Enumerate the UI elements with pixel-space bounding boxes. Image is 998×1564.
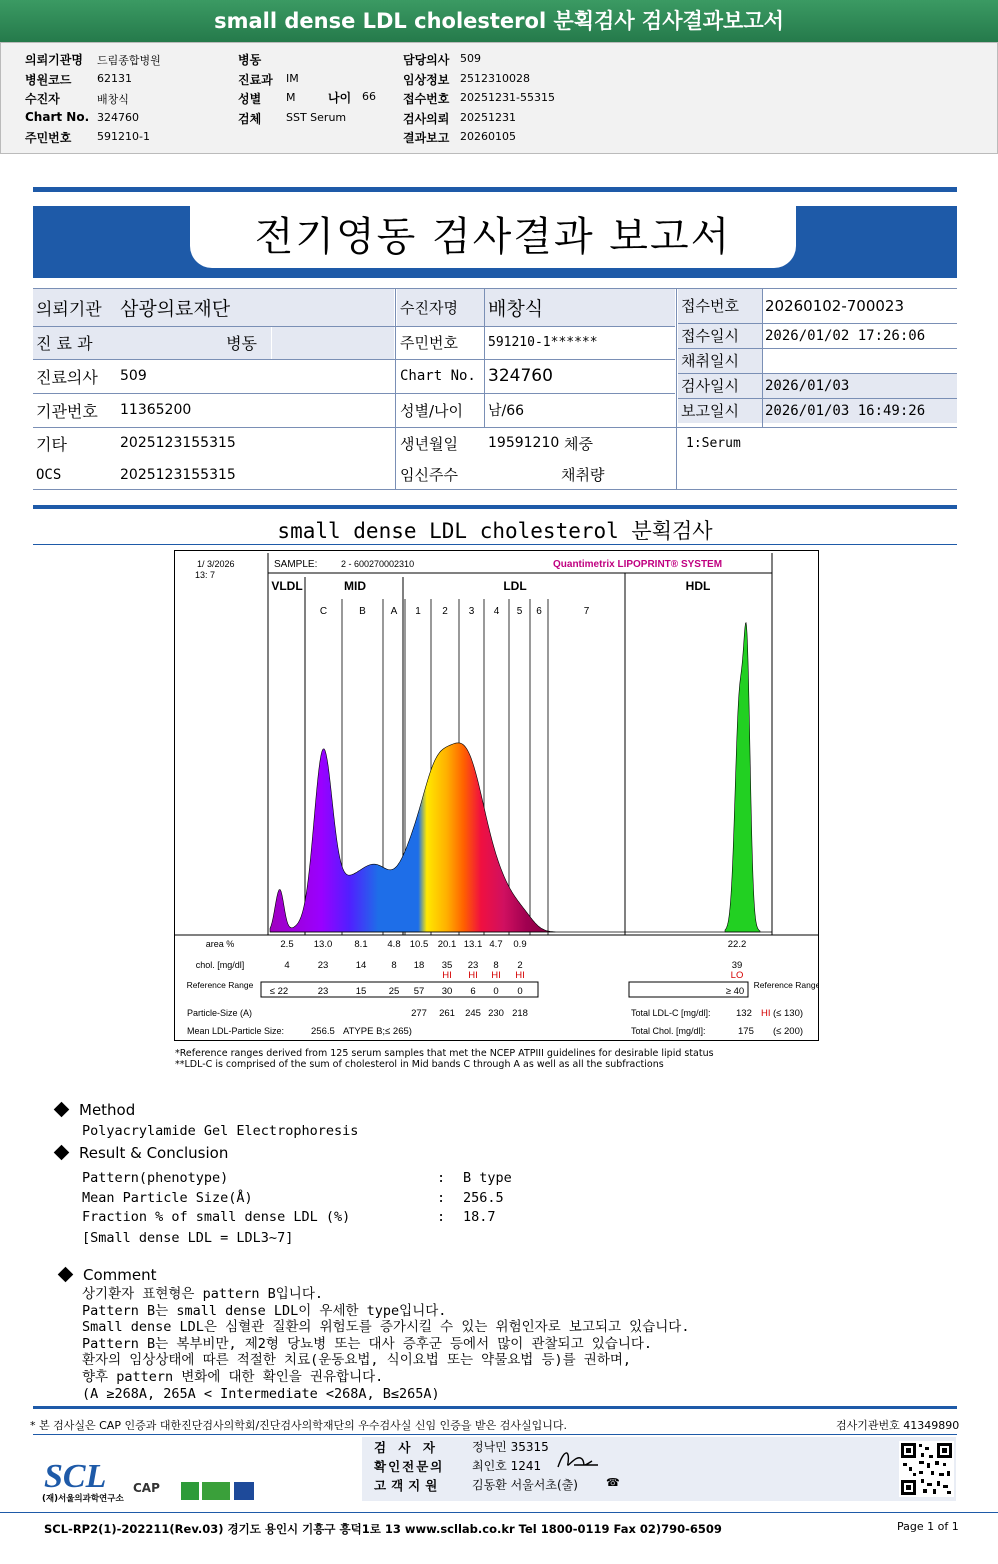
total-chol-ref: (≤ 200): [773, 1026, 804, 1037]
info-label: 병원코드: [25, 72, 72, 87]
info-label: Chart No.: [25, 109, 90, 124]
method-heading: [56, 1101, 135, 1119]
dob-label: 생년월일: [400, 434, 458, 453]
comment-line: Pattern B는 복부비만, 제2형 당뇨병 또는 대사 증후군 등에서 많이 관찰되고 있습니다.: [82, 1335, 653, 1352]
sex-age-label: 성별/나이: [400, 401, 464, 420]
divider: [33, 1434, 957, 1435]
recv-no-label: 접수번호: [678, 288, 762, 323]
specimen-value: 1:Serum: [686, 435, 741, 451]
recv-no-value: 20260102-700023: [765, 296, 905, 315]
comment-heading: [60, 1266, 157, 1284]
colon: :: [437, 1189, 446, 1206]
recv-date-value: 2026/01/02 17:26:06: [765, 327, 926, 344]
info-value: 324760: [97, 110, 139, 124]
group-label: LDL: [503, 579, 527, 593]
total-ldl-label: Total LDL-C [mg/dl]:: [631, 1008, 711, 1018]
area-value: 8.1: [354, 939, 368, 950]
band-label: 6: [536, 606, 542, 617]
sex-age-value: 남/66: [488, 403, 525, 419]
confirm-value: 최인호 1241: [472, 1459, 542, 1473]
dob-value: 19591210: [488, 435, 560, 451]
band-label: 3: [468, 606, 475, 617]
chol-flag: HI: [491, 970, 501, 981]
info-label: 검체: [238, 111, 262, 126]
group-label: VLDL: [271, 579, 303, 593]
chol-value: 8: [391, 960, 397, 971]
patient-info-table: [33, 288, 957, 490]
method-title: Method: [79, 1101, 136, 1119]
particle-size-value: 230: [488, 1008, 504, 1019]
ref-value: 23: [317, 986, 329, 997]
chart-no-value: 324760: [488, 366, 553, 386]
pregnancy-label: 임신주수: [400, 466, 458, 484]
examiner-value: 정낙민 35315: [472, 1440, 549, 1454]
divider: [0, 1512, 998, 1513]
grid-line: [33, 326, 675, 327]
divider: [33, 1406, 957, 1409]
ref-value: 0: [517, 986, 523, 997]
info-label: 검사의뢰: [403, 111, 450, 126]
rrn-label: 주민번호: [400, 334, 458, 352]
ref-value: 57: [413, 986, 425, 997]
footnote-2: **LDL-C is comprised of the sum of cholesterol in Mid bands C through A as well as all the subfractions: [175, 1059, 664, 1070]
group-label: HDL: [685, 579, 711, 593]
result-value: 256.5: [463, 1189, 504, 1206]
band-label: B: [359, 606, 366, 617]
chol-value: 14: [355, 960, 367, 971]
grid-line: [395, 288, 396, 490]
info-value: 20251231: [460, 110, 516, 124]
info-label: 임상정보: [403, 72, 450, 87]
grid-line: [678, 373, 957, 374]
chol-value: 35: [441, 960, 453, 971]
chart-date: 1/ 3/2026: [197, 559, 235, 569]
grid-line: [676, 288, 677, 490]
sample-label: SAMPLE:: [274, 559, 318, 570]
area-value: 0.9: [513, 939, 527, 950]
total-chol-value: 175: [738, 1026, 754, 1037]
info-value: M: [286, 91, 296, 104]
ref-value: 0: [493, 986, 499, 997]
electrophoresis-chart-svg: [175, 551, 818, 1040]
signature-image: [554, 1445, 600, 1473]
cap-logo: CAP: [133, 1481, 160, 1495]
support-value: 김동환 서울서초(출): [472, 1478, 578, 1492]
inst-no-label: 기관번호: [36, 401, 98, 421]
patient-label: 수진자명: [397, 288, 485, 326]
info-value: 20260105: [460, 130, 516, 143]
particle-size-value: 245: [465, 1008, 481, 1019]
ref-value: 30: [441, 986, 453, 997]
comment-text: [82, 1286, 842, 1402]
colon: :: [437, 1170, 446, 1186]
doctor-label: 진료의사: [36, 367, 98, 387]
comment-line: (A ≥268A, 265A < Intermediate <268A, B≤265A): [82, 1385, 440, 1402]
grid-line: [33, 489, 957, 490]
colon: :: [437, 1209, 446, 1225]
grid-line: [33, 427, 957, 428]
top-info-panel: [0, 42, 998, 154]
ref-value: 15: [355, 986, 367, 997]
accreditation-logo-2: [202, 1482, 230, 1500]
support-label: 고객지원: [374, 1478, 443, 1493]
hdl-ref-value: ≥ 40: [725, 986, 745, 997]
test-date-label: 검사일시: [678, 373, 762, 398]
info-value: 드림종합병원: [97, 54, 161, 67]
info-label: 접수번호: [403, 92, 450, 106]
band-label: C: [319, 606, 328, 617]
diamond-bullet-icon: [58, 1267, 74, 1283]
total-ldl-ref: (≤ 130): [773, 1008, 804, 1019]
info-value: 2512310028: [460, 71, 530, 85]
patient-value: 배창식: [485, 288, 675, 326]
band-label: 1: [415, 606, 421, 617]
etc-value: 2025123155315: [120, 435, 236, 451]
weight-label: 체중: [564, 434, 593, 453]
certification-note: * 본 검사실은 CAP 인증과 대한진단검사의학회/진단검사의학재단의 우수검사실 신임 인증을 받은 검사실입니다.: [30, 1419, 568, 1432]
info-label: 결과보고: [403, 131, 450, 145]
collect-date-value: [762, 348, 957, 373]
divider: [33, 544, 957, 545]
institution-label: 의뢰기관: [33, 288, 117, 326]
info-label: 담당의사: [403, 53, 450, 67]
institution-value: 삼광의료재단: [117, 288, 394, 326]
chol-value: 2: [517, 960, 523, 971]
total-ldl-flag: HI: [761, 1008, 771, 1019]
ref-value: 6: [470, 986, 476, 997]
recv-date-label: 접수일시: [678, 323, 762, 348]
comment-line: Small dense LDL은 심혈관 질환의 위험도를 증가시킬 수 있는 위험인자로 보고되고 있습니다.: [82, 1319, 690, 1336]
total-chol-label: Total Chol. [mg/dl]:: [631, 1026, 706, 1036]
lab-number: 검사기관번호 41349890: [836, 1419, 960, 1432]
dept-value: 병동: [117, 326, 271, 359]
info-label: 병동: [238, 53, 262, 67]
page-number: Page 1 of 1: [897, 1520, 959, 1533]
hdl-chol-value: 39: [731, 960, 743, 971]
dept-label: 진 료 과: [33, 326, 117, 359]
info-value: SST Serum: [286, 110, 347, 124]
scl-logo: SCL: [44, 1458, 107, 1495]
grid-line: [762, 288, 763, 427]
accreditation-logo-1: [181, 1482, 199, 1500]
grid-line: [33, 288, 957, 289]
ocs-value: 2025123155315: [120, 466, 236, 483]
row-label-ref: Reference Range: [186, 980, 254, 990]
row-label-area: area %: [205, 939, 235, 949]
qr-code-image: [899, 1441, 954, 1497]
info-value: 591210-1: [97, 130, 150, 143]
ref-prefix: ≤ 22: [269, 986, 289, 997]
total-ldl-value: 132: [736, 1008, 752, 1019]
band-label: 2: [442, 606, 448, 617]
area-value: 13.0: [313, 939, 333, 950]
accreditation-logo-3: [234, 1482, 254, 1500]
info-value: 509: [460, 52, 481, 65]
hdl-peak: [725, 623, 760, 932]
comment-line: 상기환자 표현형은 pattern B입니다.: [82, 1286, 323, 1302]
divider: [33, 187, 957, 192]
grid-line: [678, 348, 957, 349]
result-value: 18.7: [463, 1209, 496, 1225]
section-title: small dense LDL cholesterol 분획검사: [277, 519, 713, 543]
hdl-area-value: 22.2: [727, 939, 747, 950]
result-label: Mean Particle Size(Å): [82, 1189, 253, 1206]
comment-title: Comment: [83, 1266, 157, 1284]
sample-value: 2 - 600270002310: [341, 559, 415, 569]
result-value: B type: [463, 1170, 512, 1186]
area-value: 4.7: [489, 939, 503, 950]
hdl-chol-flag: LO: [730, 970, 744, 981]
info-label: 성별: [238, 92, 262, 106]
info-value: IM: [286, 71, 299, 85]
mean-ldl-value: 256.5: [311, 1026, 335, 1037]
row-label-chol: chol. [mg/dl]: [195, 960, 245, 970]
info-label: 진료과: [238, 72, 273, 87]
chol-value: 4: [284, 960, 290, 971]
grid-line: [33, 359, 675, 360]
chol-value: 23: [467, 960, 479, 971]
particle-size-value: 261: [439, 1008, 455, 1019]
lipoprotein-curve: [270, 743, 555, 932]
row-label-mean: Mean LDL-Particle Size:: [187, 1026, 285, 1036]
grid-line: [678, 323, 957, 324]
comment-line: 환자의 임상상태에 따른 적절한 치료(운동요법, 식이요법 또는 약물요법 등)를 권하며,: [82, 1352, 632, 1369]
result-note: [Small dense LDL = LDL3~7]: [82, 1230, 294, 1246]
grid-line: [678, 398, 957, 399]
chol-value: 23: [317, 960, 329, 971]
collect-date-label: 채취일시: [678, 348, 762, 373]
area-value: 13.1: [463, 939, 483, 950]
result-row: [82, 1170, 582, 1186]
band-label: A: [390, 606, 398, 617]
area-value: 10.5: [409, 939, 429, 950]
dept-extra: [272, 326, 394, 359]
result-heading: [56, 1144, 228, 1162]
volume-label: 채취량: [561, 466, 605, 484]
area-value: 2.5: [280, 939, 294, 950]
area-value: 4.8: [387, 939, 401, 950]
info-label: 수진자: [25, 92, 60, 106]
info-label: 의뢰기관명: [25, 53, 83, 67]
result-row: [82, 1190, 582, 1206]
result-title: Result & Conclusion: [79, 1144, 229, 1162]
test-date-value: 2026/01/03: [762, 373, 957, 398]
ref-value: 25: [388, 986, 400, 997]
method-text: Polyacrylamide Gel Electrophoresis: [82, 1123, 359, 1139]
report-banner-title: small dense LDL cholesterol 분획검사 검사결과보고서: [0, 0, 998, 42]
band-label: 4: [493, 606, 500, 617]
band-label: 5: [516, 606, 523, 617]
chart-time: 13: 7: [195, 570, 216, 580]
chol-value: 18: [413, 960, 425, 971]
lipoprint-chart: [174, 550, 819, 1041]
chol-value: 8: [493, 960, 499, 971]
grid-line: [33, 393, 675, 394]
info-value: 배창식: [97, 93, 129, 106]
info-label: 주민번호: [25, 131, 72, 145]
report-date-value: 2026/01/03 16:49:26: [762, 398, 957, 423]
result-label: Pattern(phenotype): [82, 1170, 229, 1186]
age-label: 나이: [328, 91, 352, 105]
confirm-label: 확인전문의: [374, 1459, 445, 1474]
group-label: MID: [344, 579, 366, 593]
area-value: 20.1: [437, 939, 457, 950]
mean-ldl-type: ATYPE B;≤ 265): [343, 1026, 412, 1037]
phone-icon: ☎: [606, 1476, 620, 1489]
chol-flag: HI: [442, 970, 452, 981]
report-date-label: 보고일시: [678, 398, 762, 423]
divider: [33, 505, 957, 509]
info-value: 62131: [97, 71, 132, 85]
diamond-bullet-icon: [54, 1102, 70, 1118]
comment-line: 향후 pattern 변화에 대한 확인을 권유합니다.: [82, 1368, 384, 1385]
chol-flag: HI: [515, 970, 525, 981]
rrn-value: 591210-1******: [488, 335, 598, 350]
particle-size-value: 277: [411, 1008, 427, 1019]
info-value: 20251231-55315: [460, 91, 555, 104]
doctor-value: 509: [120, 368, 147, 384]
age-value: 66: [362, 90, 376, 103]
ref-range-right-label: Reference Range: [753, 980, 818, 990]
band-label: 7: [583, 606, 590, 617]
report-title: 전기영동 검사결과 보고서: [190, 206, 796, 268]
chart-no-label: Chart No.: [400, 368, 476, 384]
address-line: SCL-RP2(1)-202211(Rev.03) 경기도 용인시 기흥구 흥덕1로 13 www.scllab.co.kr Tel 1800-0119 Fax 02)790-6509: [44, 1522, 722, 1536]
ocs-label: OCS: [36, 466, 62, 483]
examiner-label: 검 사 자: [374, 1440, 439, 1455]
row-label-particle: Particle-Size (A): [187, 1008, 253, 1018]
comment-line: Pattern B는 small dense LDL이 우세한 type입니다.: [82, 1302, 447, 1319]
brand-name: Quantimetrix LIPOPRINT® SYSTEM: [553, 559, 723, 570]
inst-no-value: 11365200: [120, 402, 192, 418]
footnote-1: *Reference ranges derived from 125 serum samples that met the NCEP ATPIII guidelines for desirable lipid status: [175, 1048, 714, 1059]
result-row: [82, 1209, 582, 1225]
scl-logo-sub: (재)서울의과학연구소: [42, 1494, 124, 1504]
result-label: Fraction % of small dense LDL (%): [82, 1209, 351, 1225]
diamond-bullet-icon: [54, 1145, 70, 1161]
chol-flag: HI: [468, 970, 478, 981]
etc-label: 기타: [36, 434, 67, 454]
grid-line: [484, 288, 485, 427]
particle-size-value: 218: [512, 1008, 528, 1019]
signature-box: [362, 1437, 956, 1501]
